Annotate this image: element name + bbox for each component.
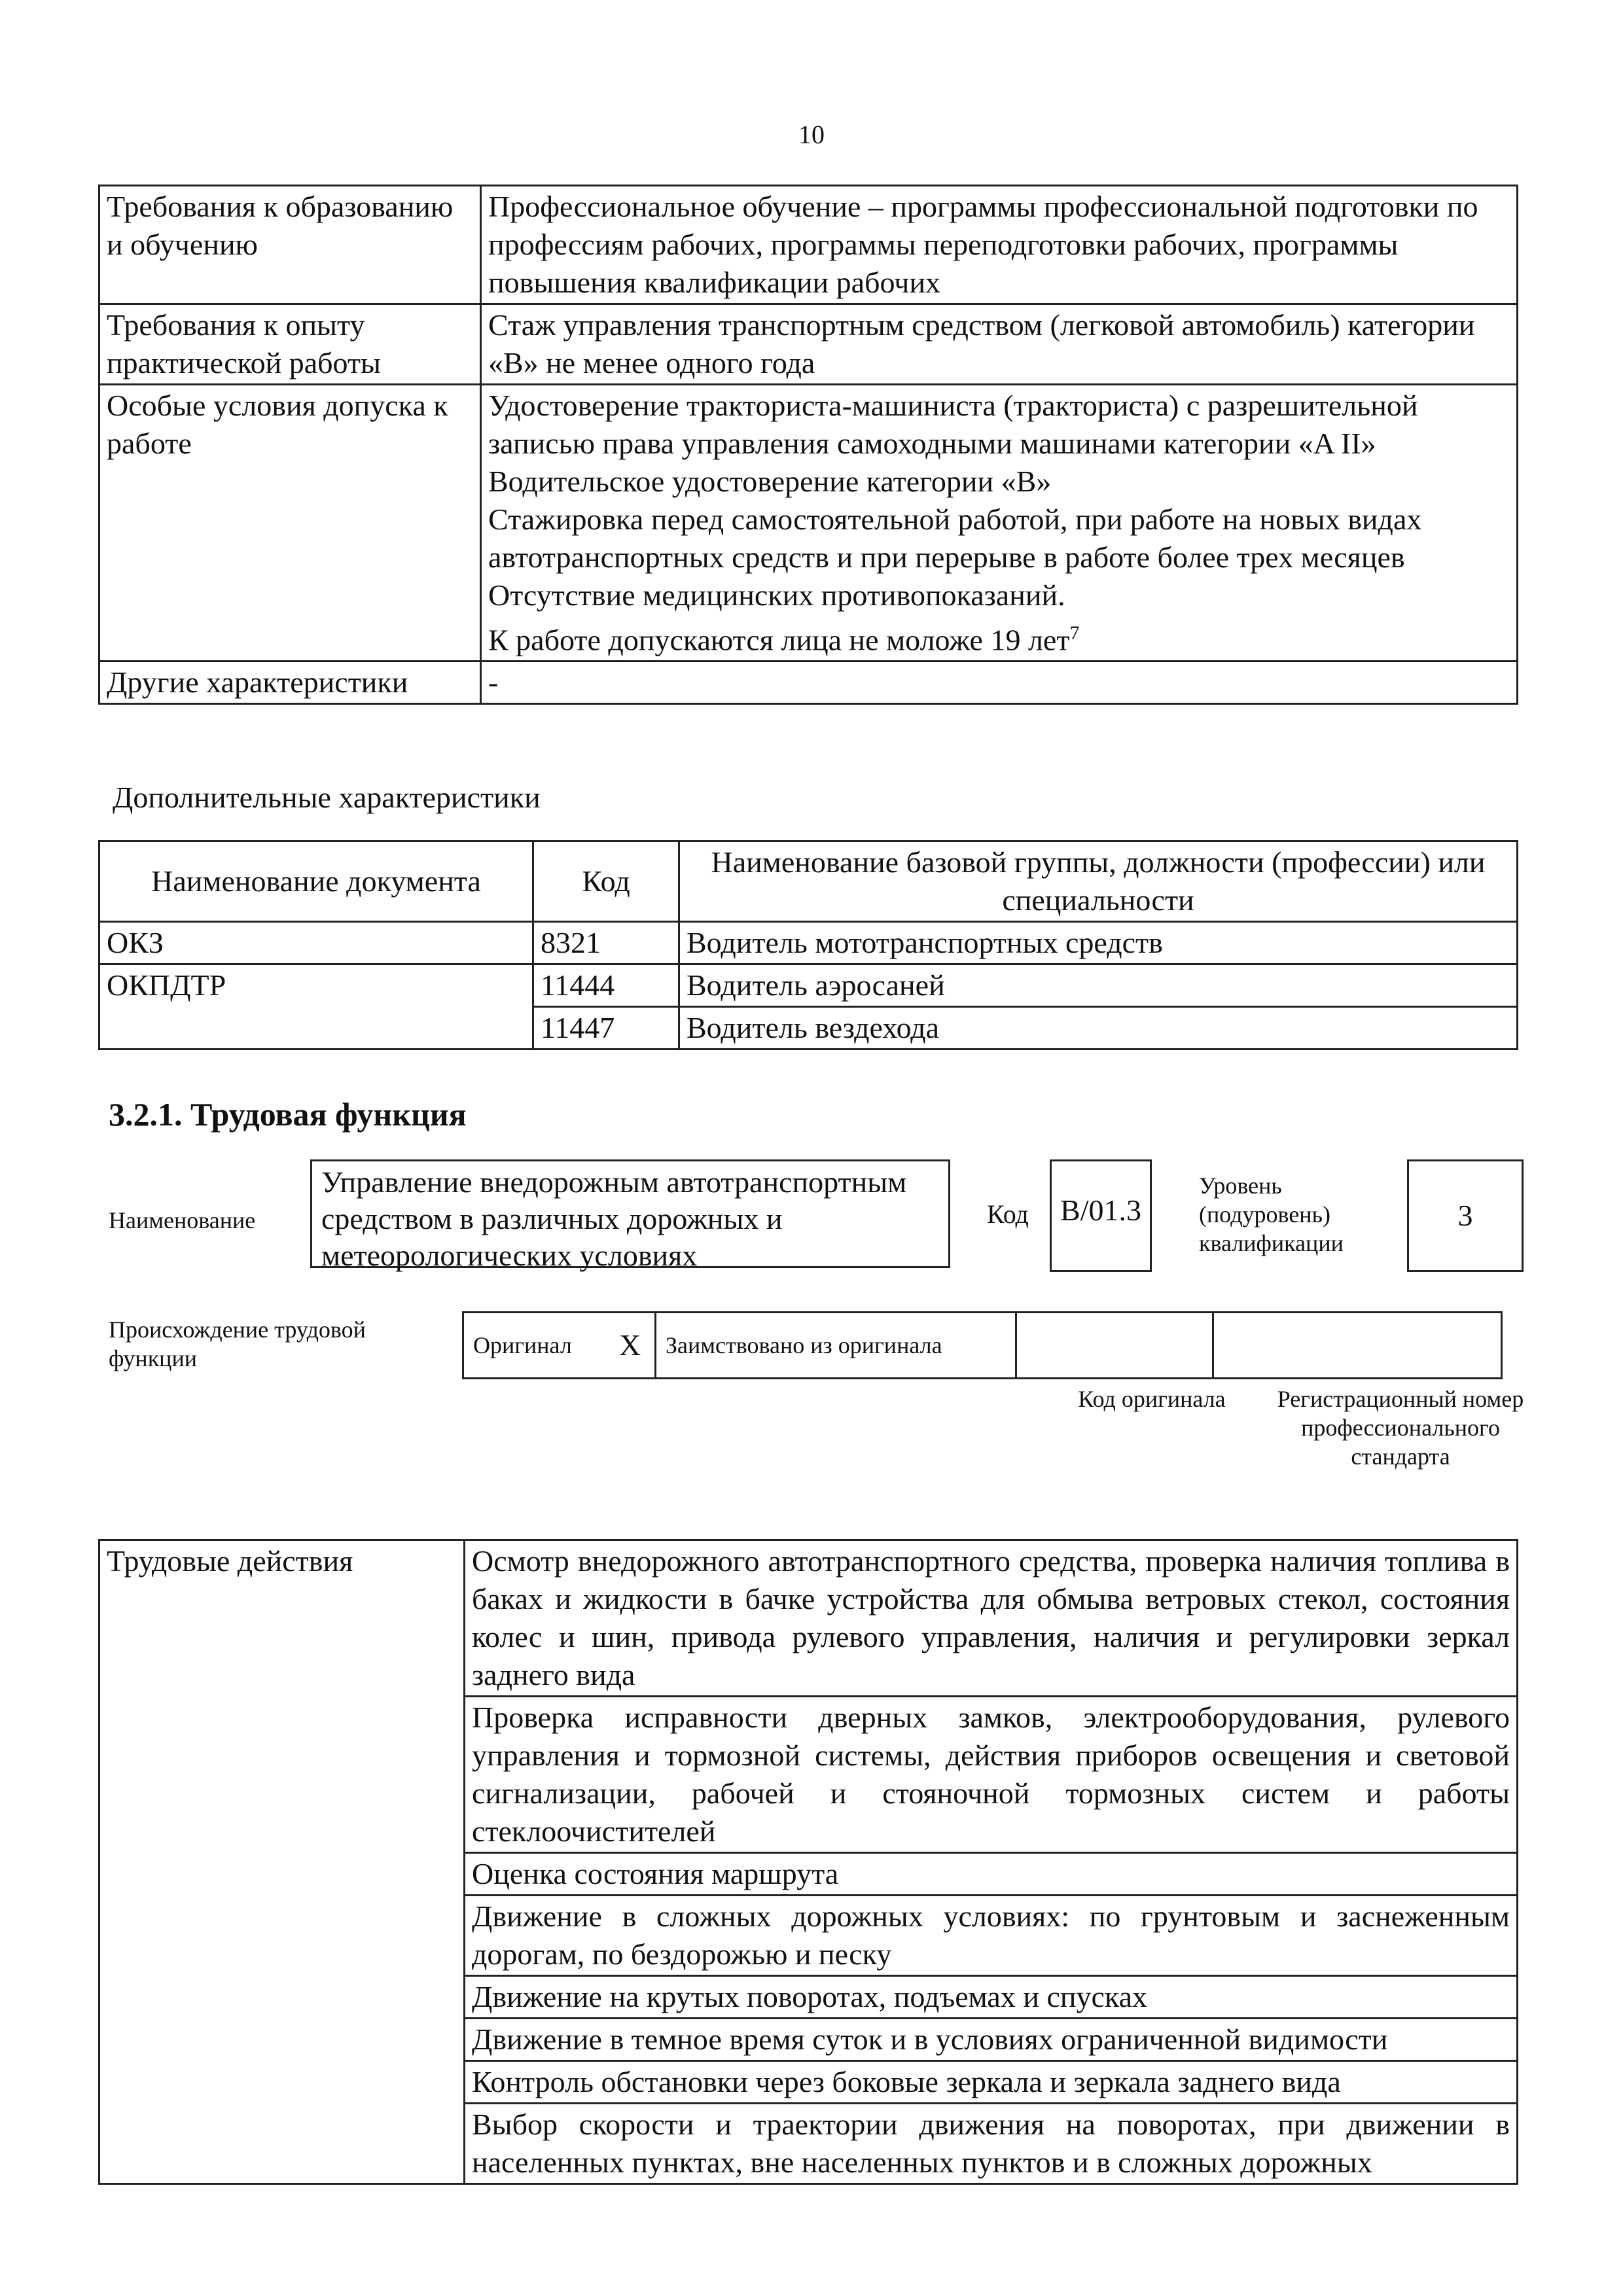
table-row [99,922,1518,964]
function-code-value: B/01.3 [1050,1159,1152,1272]
action-item: Проверка исправности дверных замков, электрооборудования, рулевого управления и тормозной системы, действия приборов освещения и световой сигнализации, рабочей и стояночной тормозных систем и работы стеклоочистителей [465,1697,1518,1853]
caption-code: Код оригинала [1078,1386,1226,1412]
action-item: Осмотр внедорожного автотранспортного средства, проверка наличия топлива в баках и жидкости в бачке устройства для обмыва ветровых стекол, состояния колес и шин, привода рулевого управления, наличия и регулировки зеркал заднего вида [465,1540,1518,1697]
cell-name: Водитель вездехода [679,1007,1518,1050]
table-row [99,385,1518,662]
action-item: Выбор скорости и траектории движения на поворотах, при движении в населенных пунктах, вне населенных пунктов и в сложных дорожных [465,2104,1518,2184]
page-number: 10 [798,120,825,149]
cell-doc: ОКПДТР [99,964,533,1050]
table-row [99,1540,1518,1697]
cell-code: 11444 [533,964,679,1007]
row-label: Особые условия допуска к работе [99,385,481,662]
action-item: Движение на крутых поворотах, подъемах и спусках [465,1976,1518,2019]
cell-name: Водитель мототранспортных средств [679,922,1518,964]
action-item: Движение в темное время суток и в условиях ограниченной видимости [465,2019,1518,2061]
cell-doc: ОКЗ [99,922,533,964]
actions-table [98,1539,1518,2185]
action-item: Контроль обстановки через боковые зеркала и зеркала заднего вида [465,2061,1518,2104]
cell-code: 8321 [533,922,679,964]
cell-code: 11447 [533,1007,679,1050]
footnote-marker: 7 [1069,622,1080,644]
origin-reg-cell [1213,1313,1502,1379]
row-label: Требования к образованию и обучению [99,186,481,304]
action-item: Движение в сложных дорожных условиях: по грунтовым и заснеженным дорогам, по бездорожью и песку [465,1896,1518,1976]
origin-mark: X [610,1313,656,1379]
additional-table [98,840,1518,1050]
row-label: Другие характеристики [99,662,481,704]
requirements-table [98,185,1518,705]
section-title: 3.2.1. Трудовая функция [109,1096,467,1133]
origin-table [462,1311,1503,1379]
row-value: Стаж управления транспортным средством (легковой автомобиль) категории «B» не менее одного года [481,304,1518,385]
header-doc: Наименование документа [99,841,533,922]
row-label: Требования к опыту практической работы [99,304,481,385]
cell-name: Водитель аэросаней [679,964,1518,1007]
function-name-value: Управление внедорожным автотранспортным средством в различных дорожных и метеорологических условиях [310,1159,950,1268]
header-name: Наименование базовой группы, должности (профессии) или специальности [679,841,1518,922]
origin-label: Происхождение трудовой функции [109,1316,366,1371]
function-name-label: Наименование [109,1207,256,1233]
origin-borrowed: Заимствовано из оригинала [656,1313,1016,1379]
caption-reg: Регистрационный номер профессионального стандарта [1277,1386,1524,1470]
origin-original: Оригинал [463,1313,611,1379]
table-row [463,1313,1502,1379]
origin-code-cell [1016,1313,1213,1379]
table-row [99,964,1518,1007]
row-value: - [481,662,1518,704]
action-item: Оценка состояния маршрута [465,1853,1518,1896]
table-row [99,186,1518,304]
level-label: Уровень (подуровень) квалификации [1199,1173,1344,1256]
level-value: 3 [1407,1159,1524,1272]
table-header [99,841,1518,922]
row-value: Удостоверение тракториста-машиниста (тракториста) с разрешительной записью права управления самоходными машинами категории «A II» Водительское удостоверение категории «B» Стажировка перед самостоятельной работой, при работе на новых видах автотранспортных средств и при перерыве в работе более трех месяцев Отсутствие медицинских противопоказаний. К работе допускаются лица не моложе 19 лет$^7$ [481,385,1518,662]
function-code-label: Код [987,1199,1029,1229]
table-row [99,662,1518,704]
additional-title: Дополнительные характеристики [113,781,541,814]
row-value: Профессиональное обучение – программы профессиональной подготовки по профессиям рабочих, программы переподготовки рабочих, программы повышения квалификации рабочих [481,186,1518,304]
header-code: Код [533,841,679,922]
table-row [99,304,1518,385]
actions-label: Трудовые действия [99,1540,465,2184]
